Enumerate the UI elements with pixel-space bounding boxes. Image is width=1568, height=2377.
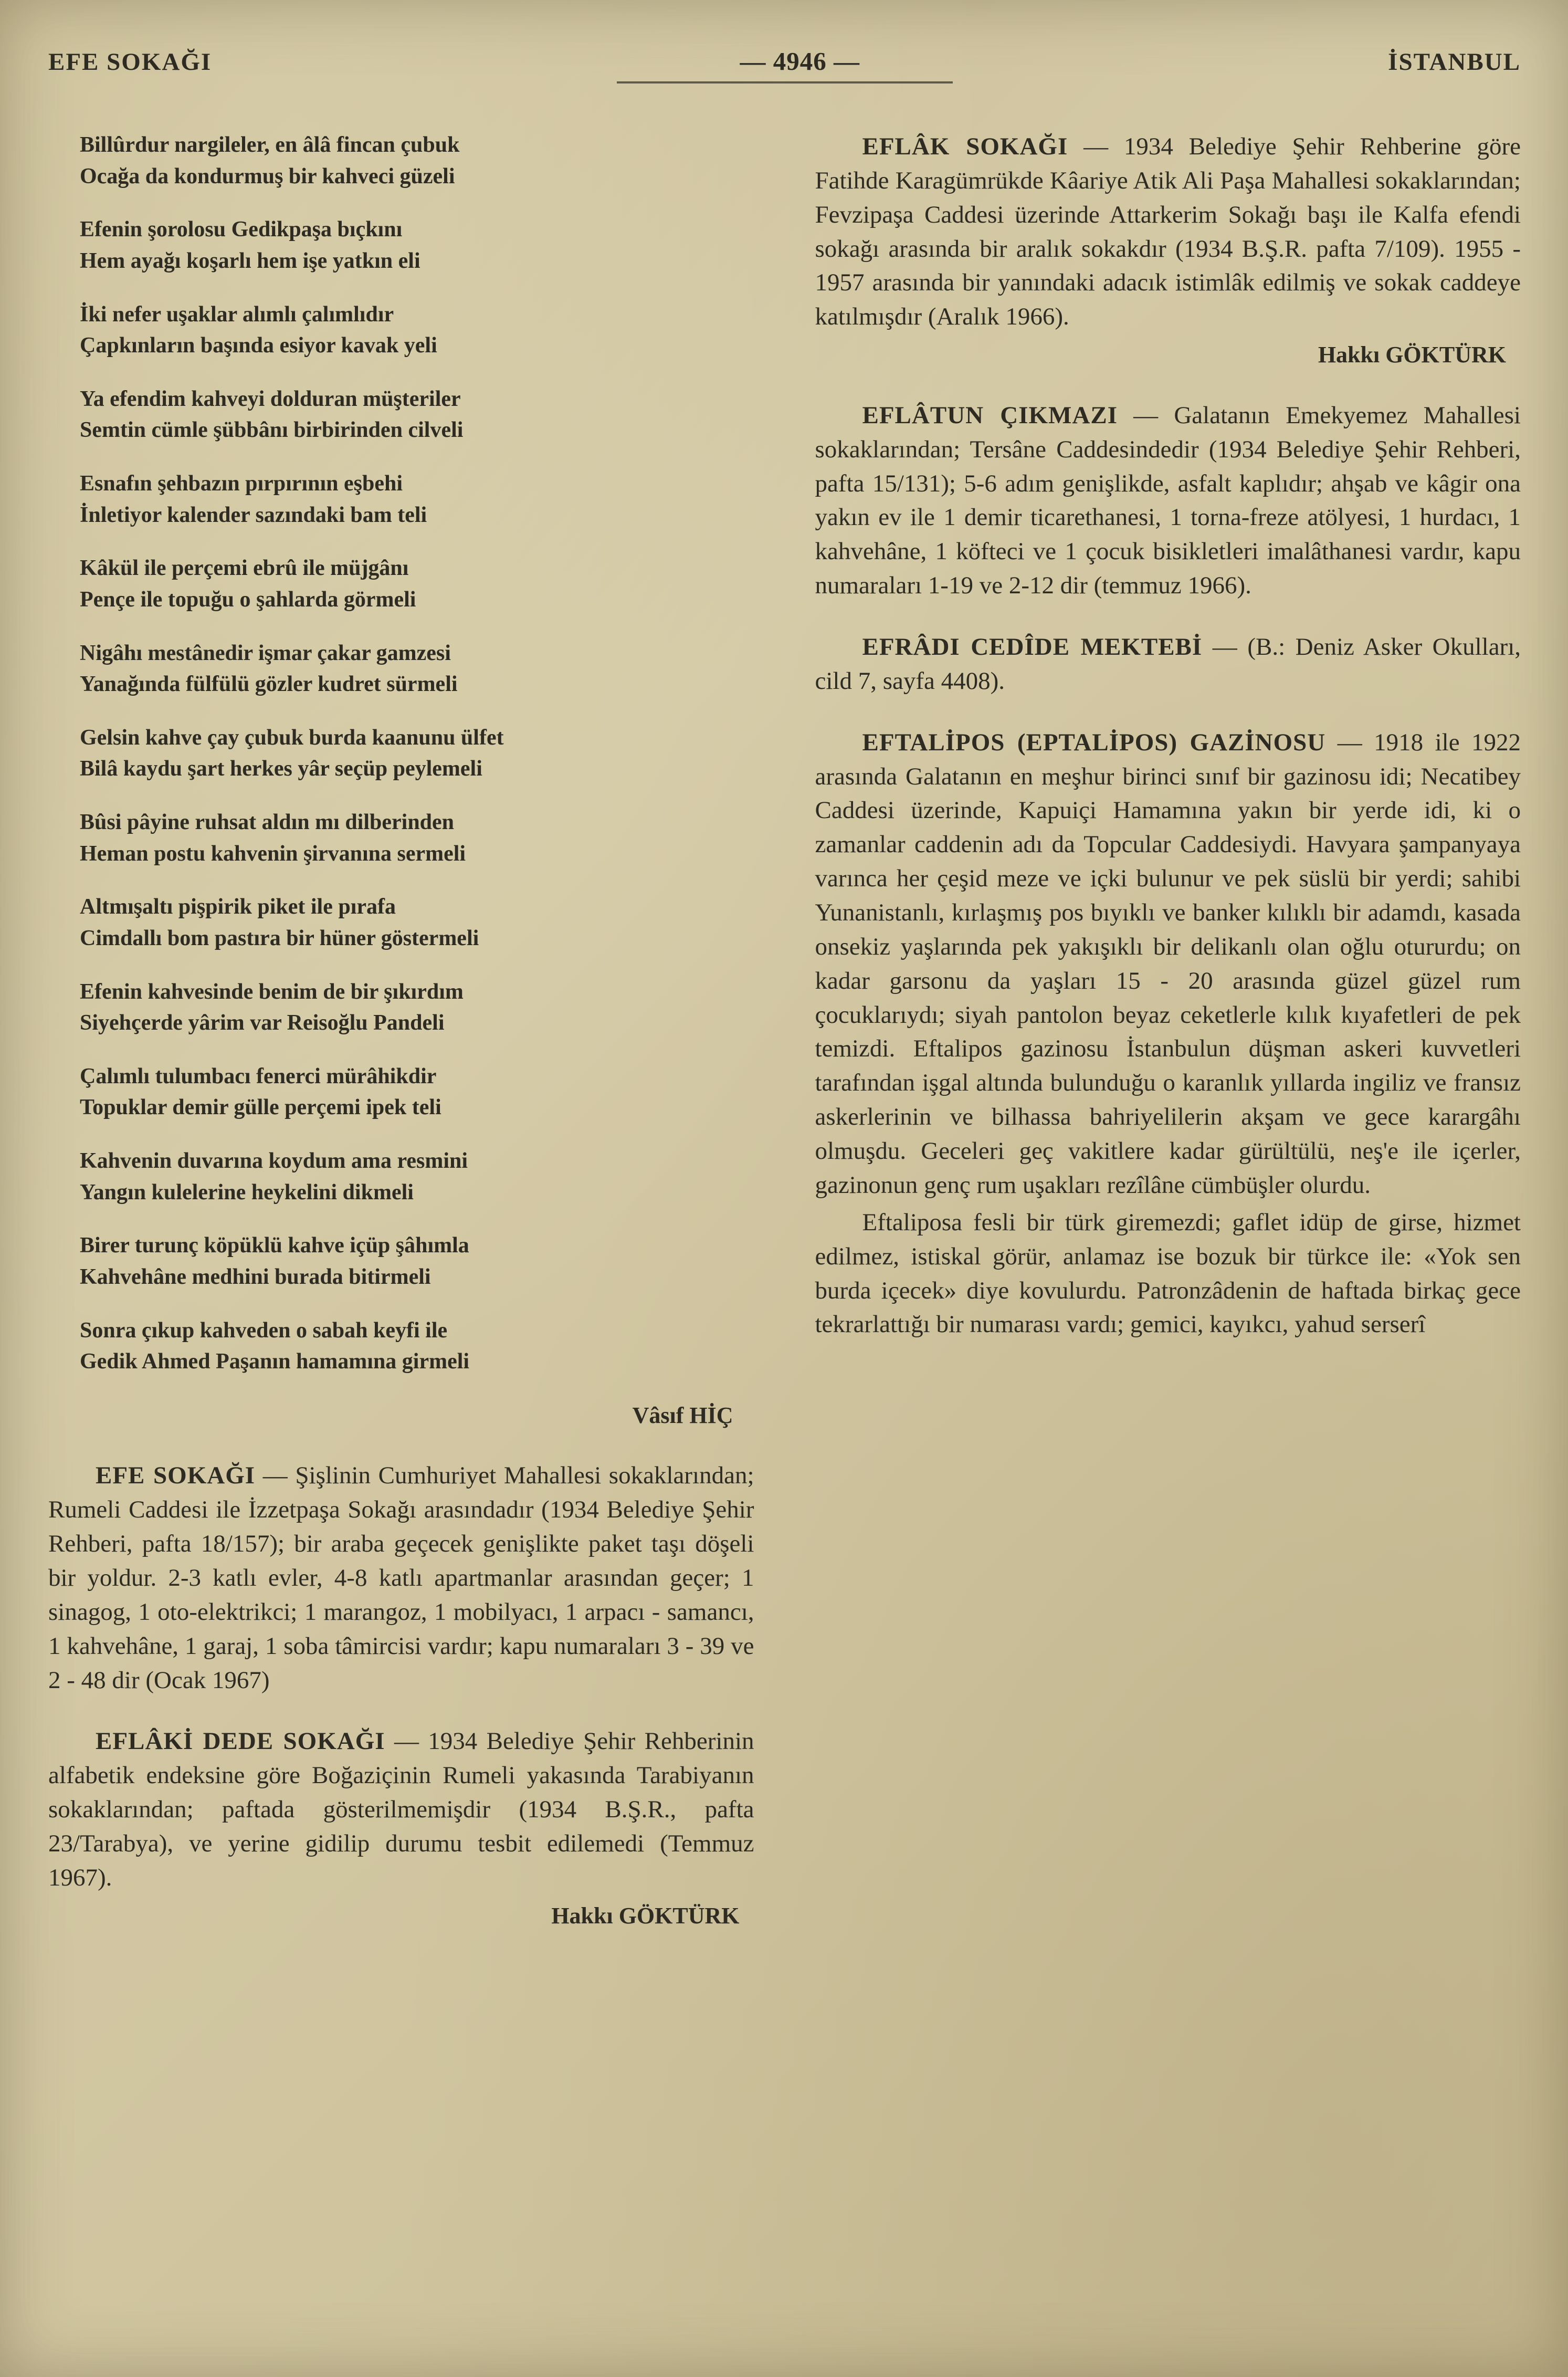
entry-paragraph: Eftaliposa fesli bir türk giremezdi; gaflet idüp de girse, hizmet edilmez, istiskal görür, anlamaz ise bozuk bir türkce ile: «Yok sen burda içecek» diye kovulurdu. Patronzâdenin de haftada birkaç gece tekrarlattığı bir numarası vardı; gemici, kayıkcı, yahud serserî [815, 1208, 1521, 1338]
poem-stanza [80, 892, 747, 954]
poem [80, 130, 747, 1378]
entry-heading: EFLÂK SOKAĞI [862, 133, 1068, 160]
entry-signature: Hakkı GÖKTÜRK [1318, 342, 1506, 368]
poem-stanza [80, 977, 747, 1039]
poem-line: Esnafın şehbazın pırpırının eşbehi [80, 472, 403, 496]
poem-attribution: Vâsıf HİÇ [632, 1402, 733, 1428]
entry-body: — Şişlinin Cumhuriyet Mahallesi sokaklarından; Rumeli Caddesi ile İzzetpaşa Sokağı arasındadır (1934 Belediye Şehir Rehberi, pafta 18/157); bir araba geçecek genişlikte paket taşı döşeli bir yoldur. 2-3 katlı evler, 4-8 katlı apartmanlar arasından geçer; 1 sinagog, 1 oto-elektrikci; 1 marangoz, 1 mobilyacı, 1 arpacı - samancı, 1 kahvehâne, 1 garaj, 1 soba tâmircisi vardır; kapu numaraları 3 - 39 ve 2 - 48 dir (Ocak 1967) [48, 1462, 754, 1694]
poem-line: Çapkınların başında esiyor kavak yeli [80, 333, 437, 358]
poem-line: Efenin şorolosu Gedikpaşa bıçkını [80, 217, 403, 242]
entry-paragraph [815, 726, 1521, 1202]
poem-line: Siyehçerde yârim var Reisoğlu Pandeli [80, 1011, 445, 1035]
poem-stanza [80, 214, 747, 277]
entry-paragraph [48, 1459, 754, 1697]
entry-heading: EFRÂDI CEDÎDE MEKTEBİ [862, 633, 1203, 661]
poem-line: Kâkül ile perçemi ebrû ile müjgânı [80, 556, 409, 581]
page-number: — 4946 — [740, 47, 860, 76]
poem-line: Cimdallı bom pastıra bir hüner göstermeli [80, 926, 479, 950]
poem-line: Sonra çıkup kahveden o sabah keyfi ile [80, 1318, 448, 1343]
entry-body: — 1918 ile 1922 arasında Galatanın en meşhur birinci sınıf bir gazinosu idi; Necatibey Caddesi üzerinde, Kapuiçi Hamamına yakın bir yerde idi, ki o zamanlar caddenin adı da Topcular Caddesiydi. Havyara şampanyaya varınca her çeşid meze ve içki bulunur ve pek süslü bir yerdi; sahibi Yunanistanlı, kırlaşmış pos bıyıklı ve banker kılıklı bir adamdı, kasada onsekiz yaşlarında pek yakışıklı bir delikanlı olan oğlu otururdu; on kadar garsonu da yaşları 15 - 20 arasında güzel güzel rum çocuklarıydı; siyah pantolon beyaz ceketlerle kılık kıyafetleri de pek temizdi. Eftalipos gazinosu İstanbulun düşman askeri kuvvetleri tarafından işgal altında bulunduğu o karanlık yıllarda ingiliz ve fransız askerlerinin ve bilhassa bahriyelilerin akşam ve gece karargâhı olmuşdu. Geceleri geç vakitlere kadar gürültülü, neş'e ile içerler, gazinonun genç rum uşakları rezîlâne cümbüşler olurdu. [815, 728, 1521, 1199]
poem-line: Semtin cümle şübbânı birbirinden cilveli [80, 418, 464, 443]
poem-stanza [80, 638, 747, 700]
right-column [815, 130, 1521, 1932]
poem-line: Pençe ile topuğu o şahlarda görmeli [80, 587, 416, 612]
poem-line: Kahvenin duvarına koydum ama resmini [80, 1149, 468, 1173]
running-title-right: İSTANBUL [1388, 48, 1521, 76]
poem-line: Ocağa da kondurmuş bir kahveci güzeli [80, 164, 455, 189]
entry-paragraph [815, 399, 1521, 603]
entry-efe-sokagi [48, 1459, 754, 1697]
poem-line: Bilâ kaydu şart herkes yâr seçüp peylemeli [80, 757, 482, 781]
entry-body: — 1934 Belediye Şehir Rehberinin alfabetik endeksine göre Boğaziçinin Rumeli yakasında Tarabiyanın sokaklarından; paftada gösterilmemişdir (1934 B.Ş.R., pafta 23/Tarabya), ve yerine gidilip durumu tesbit edilemedi (Temmuz 1967). [48, 1727, 754, 1891]
entry-heading: EFLÂTUN ÇIKMAZI [862, 401, 1118, 429]
poem-line: Çalımlı tulumbacı fenerci mürâhikdir [80, 1064, 437, 1088]
poem-line: Hem ayağı koşarlı hem işe yatkın eli [80, 248, 420, 273]
poem-line: Altmışaltı pişpirik piket ile pırafa [80, 895, 396, 919]
poem-line: Yanağında fülfülü gözler kudret sürmeli [80, 672, 458, 697]
poem-stanza [80, 807, 747, 870]
poem-line: Kahvehâne medhini burada bitirmeli [80, 1264, 431, 1289]
poem-line: İnletiyor kalender sazındaki bam teli [80, 502, 427, 527]
poem-line: Heman postu kahvenin şirvanına sermeli [80, 841, 466, 866]
poem-stanza [80, 1315, 747, 1378]
entry-paragraph [48, 1724, 754, 1894]
poem-stanza [80, 299, 747, 362]
poem-stanza [80, 384, 747, 446]
entry-paragraph [815, 130, 1521, 334]
entry-signature: Hakkı GÖKTÜRK [551, 1902, 740, 1929]
page-header [48, 46, 1521, 76]
entry-heading: EFTALİPOS (EPTALİPOS) GAZİNOSU [862, 728, 1326, 756]
entry-body: — Galatanın Emekyemez Mahallesi sokaklarından; Tersâne Caddesindedir (1934 Belediye Şehir Rehberi, pafta 15/131); 5-6 adım genişlikde, asfalt kaplıdır; ahşab ve kâgir ona yakın ev ile 1 demir ticarethanesi, 1 torna-freze atölyesi, 1 hurdacı, 1 kahvehâne, 1 köfteci ve 1 çocuk bisikletleri imalâthanesi vardır, kapu numaraları 1-19 ve 2-12 dir (temmuz 1966). [815, 401, 1521, 600]
poem-line: Ya efendim kahveyi dolduran müşteriler [80, 386, 461, 411]
entry-eflak-sokagi [815, 130, 1521, 371]
poem-stanza [80, 553, 747, 615]
poem-line: Gedik Ahmed Paşanın hamamına girmeli [80, 1349, 470, 1374]
entry-body: — (B.: Deniz Asker Okulları, cild 7, sayfa 4408). [815, 633, 1521, 695]
poem-line: Gelsin kahve çay çubuk burda kaanunu ülfet [80, 725, 504, 750]
poem-line: Yangın kulelerine heykelini dikmeli [80, 1180, 414, 1205]
poem-line: Efenin kahvesinde benim de bir şıkırdım [80, 979, 464, 1004]
poem-stanza [80, 1061, 747, 1124]
poem-stanza [80, 1230, 747, 1293]
poem-stanza [80, 130, 747, 192]
poem-line: İki nefer uşaklar alımlı çalımlıdır [80, 302, 394, 327]
entry-paragraph [815, 630, 1521, 698]
left-column [48, 130, 754, 1932]
poem-line: Birer turunç köpüklü kahve içüp şâhımla [80, 1233, 469, 1258]
entry-efradi-cedide-mektebi [815, 630, 1521, 698]
header-rule [617, 81, 953, 83]
poem-stanza [80, 1146, 747, 1208]
text-columns [48, 130, 1521, 1932]
entry-heading: EFLÂKİ DEDE SOKAĞI [96, 1727, 385, 1755]
entry-eflatun-cikmazi [815, 399, 1521, 603]
entry-eftalipos-gazinosu [815, 726, 1521, 1342]
entry-eflaki-dede-sokagi [48, 1724, 754, 1932]
entry-body: — 1934 Belediye Şehir Rehberine göre Fatihde Karagümrükde Kâariye Atik Ali Paşa Mahallesi sokaklarından; Fevzipaşa Caddesi üzerinde Attarkerim Sokağı başı ile Kalfa efendi sokağı arasında bir aralık sokakdır (1934 B.Ş.R. pafta 7/109). 1955 - 1957 arasında bir yanındaki adacık istimlâk edilmiş ve sokak caddeye katılmışdır (Aralık 1966). [815, 133, 1521, 331]
poem-stanza [80, 722, 747, 785]
entry-heading: EFE SOKAĞI [96, 1462, 256, 1490]
poem-line: Bûsi pâyine ruhsat aldın mı dilberinden [80, 810, 455, 834]
running-title-left: EFE SOKAĞI [48, 48, 212, 76]
poem-line: Topuklar demir gülle perçemi ipek teli [80, 1095, 441, 1120]
poem-stanza [80, 468, 747, 531]
poem-line: Nigâhı mestânedir işmar çakar gamzesi [80, 641, 451, 665]
poem-line: Billûrdur nargileler, en âlâ fincan çubuk [80, 133, 460, 157]
